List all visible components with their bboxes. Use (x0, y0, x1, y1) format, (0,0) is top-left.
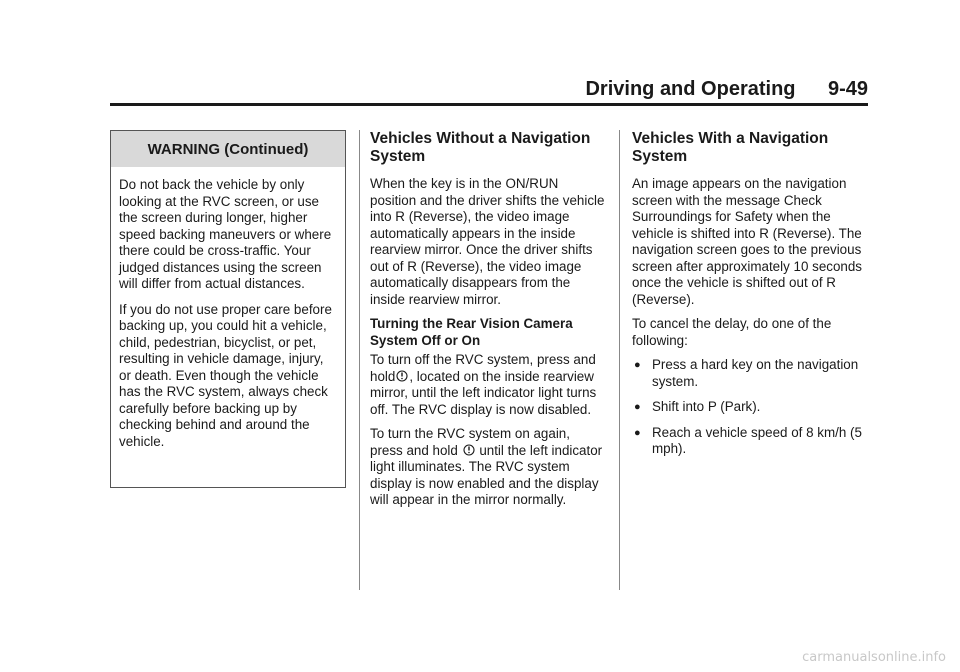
warning-paragraph-1: Do not back the vehicle by only looking at the RVC screen, or use the screen during longer, higher speed backing maneuvers or where there could be cross-traffic. Your judged distances using the screen will differ from actual distances. (119, 177, 332, 291)
subheading-rvc-toggle: Turning the Rear Vision Camera System Off or On (370, 316, 573, 348)
bullet-icon: ● (634, 401, 641, 413)
list-item: ● Reach a vehicle speed of 8 km/h (5 mph). (634, 424, 862, 456)
warning-body (111, 167, 345, 450)
cancel-delay-list (632, 357, 868, 458)
warning-paragraph-2: If you do not use proper care before backing up, you could hit a vehicle, child, pedestrian, bicyclist, or pet, resulting in vehicle damage, injury, or death. Even though the vehicle has the RVC system, always check carefully before backing up by checking behind and around the vehicle. (119, 301, 332, 449)
heading-with-navigation: Vehicles With a Navigation System (632, 130, 829, 165)
watermark: carmanualsonline.info (802, 650, 946, 665)
paragraph-nav-1: An image appears on the navigation screen with the message Check Surroundings for Safety when the vehicle is shifted into R (Reverse). The navigation screen goes to the previous screen after approximately 10 seconds once the vehicle is shifted out of R (Reverse). (632, 176, 862, 307)
column-no-navigation (370, 130, 606, 517)
warning-box (110, 130, 346, 488)
column-with-navigation (632, 130, 868, 467)
header-rule (110, 103, 868, 106)
bullet-icon: ● (634, 426, 641, 439)
paragraph-turn-on: To turn the RVC system on again, press and hold until the left indicator light illuminates. The RVC system display is now enabled and the display will appear in the mirror normally. (370, 426, 603, 507)
paragraph-turn-off: To turn off the RVC system, press and hold , located on the inside rearview mirror, until the left indicator light turns off. The RVC display is now disabled. (370, 352, 597, 417)
page-header (110, 78, 868, 104)
list-item: ● Shift into P (Park). (634, 399, 761, 414)
warning-title: WARNING (Continued) (111, 131, 345, 167)
paragraph-no-nav-1: When the key is in the ON/RUN position and the driver shifts the vehicle into R (Reverse), the video image automatically appears in the inside rearview mirror. Once the driver shifts out of R (Reverse), the video image automatically disappears from the inside rearview mirror. (370, 176, 605, 307)
heading-no-navigation: Vehicles Without a Navigation System (370, 130, 591, 165)
section-title: Driving and Operating (585, 78, 796, 100)
bullet-icon: ● (634, 359, 641, 371)
list-item: ● Press a hard key on the navigation system. (634, 357, 859, 389)
column-divider-1 (359, 130, 360, 590)
column-divider-2 (619, 130, 620, 590)
rvc-button-icon (396, 370, 408, 382)
page-number: 9-49 (827, 78, 868, 100)
rvc-button-icon (463, 444, 475, 456)
paragraph-nav-2: To cancel the delay, do one of the following: (632, 316, 832, 348)
